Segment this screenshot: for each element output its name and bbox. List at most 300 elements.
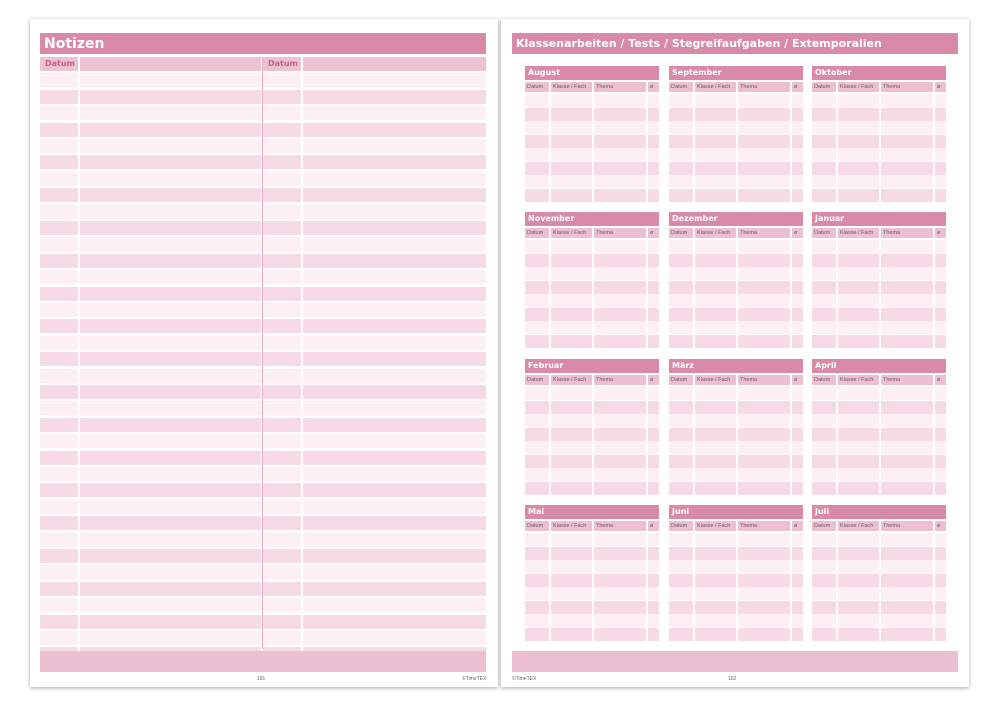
note-row[interactable] [263, 73, 486, 87]
entry-cell[interactable] [669, 401, 693, 414]
entry-cell[interactable] [935, 482, 946, 495]
entry-cell[interactable] [838, 321, 879, 334]
entry-cell[interactable] [881, 428, 933, 441]
entry-cell[interactable] [669, 614, 693, 627]
entry-cell[interactable] [648, 335, 659, 348]
entry-cell[interactable] [525, 547, 549, 560]
entry-cell[interactable] [551, 148, 592, 161]
month-entry-row[interactable] [669, 254, 803, 267]
entry-cell[interactable] [525, 468, 549, 481]
month-entry-row[interactable] [525, 587, 659, 600]
note-row[interactable] [40, 598, 261, 612]
month-entry-row[interactable] [525, 614, 659, 627]
note-row[interactable] [263, 90, 486, 104]
month-entry-row[interactable] [812, 533, 946, 546]
note-row[interactable] [40, 533, 261, 547]
note-row[interactable] [263, 516, 486, 530]
month-entry-row[interactable] [812, 189, 946, 202]
entry-cell[interactable] [792, 335, 803, 348]
note-row[interactable] [263, 434, 486, 448]
entry-cell[interactable] [695, 587, 736, 600]
entry-cell[interactable] [881, 189, 933, 202]
entry-cell[interactable] [551, 455, 592, 468]
entry-cell[interactable] [648, 254, 659, 267]
entry-cell[interactable] [551, 628, 592, 641]
entry-cell[interactable] [695, 428, 736, 441]
note-row[interactable] [263, 254, 486, 268]
entry-cell[interactable] [738, 94, 790, 107]
entry-cell[interactable] [669, 560, 693, 573]
month-entry-row[interactable] [525, 414, 659, 427]
entry-cell[interactable] [792, 628, 803, 641]
entry-cell[interactable] [935, 533, 946, 546]
entry-cell[interactable] [525, 308, 549, 321]
entry-cell[interactable] [838, 189, 879, 202]
entry-cell[interactable] [881, 401, 933, 414]
entry-cell[interactable] [935, 162, 946, 175]
entry-cell[interactable] [838, 401, 879, 414]
entry-cell[interactable] [838, 468, 879, 481]
month-entry-row[interactable] [525, 135, 659, 148]
month-entry-row[interactable] [812, 547, 946, 560]
entry-cell[interactable] [812, 135, 836, 148]
entry-cell[interactable] [551, 614, 592, 627]
note-row[interactable] [40, 155, 261, 169]
entry-cell[interactable] [551, 587, 592, 600]
entry-cell[interactable] [594, 267, 646, 280]
entry-cell[interactable] [881, 574, 933, 587]
month-entry-row[interactable] [525, 121, 659, 134]
entry-cell[interactable] [669, 387, 693, 400]
entry-cell[interactable] [648, 547, 659, 560]
entry-cell[interactable] [669, 482, 693, 495]
month-entry-row[interactable] [669, 267, 803, 280]
entry-cell[interactable] [792, 267, 803, 280]
entry-cell[interactable] [695, 401, 736, 414]
entry-cell[interactable] [812, 482, 836, 495]
entry-cell[interactable] [594, 294, 646, 307]
entry-cell[interactable] [935, 428, 946, 441]
month-entry-row[interactable] [525, 574, 659, 587]
entry-cell[interactable] [838, 254, 879, 267]
entry-cell[interactable] [525, 148, 549, 161]
entry-cell[interactable] [648, 135, 659, 148]
entry-cell[interactable] [881, 240, 933, 253]
month-entry-row[interactable] [812, 121, 946, 134]
entry-cell[interactable] [648, 267, 659, 280]
entry-cell[interactable] [838, 281, 879, 294]
entry-cell[interactable] [551, 294, 592, 307]
note-row[interactable] [40, 90, 261, 104]
entry-cell[interactable] [648, 189, 659, 202]
entry-cell[interactable] [812, 148, 836, 161]
entry-cell[interactable] [738, 628, 790, 641]
note-row[interactable] [40, 467, 261, 481]
entry-cell[interactable] [695, 108, 736, 121]
entry-cell[interactable] [838, 121, 879, 134]
entry-cell[interactable] [648, 601, 659, 614]
entry-cell[interactable] [838, 162, 879, 175]
note-row[interactable] [263, 631, 486, 645]
entry-cell[interactable] [792, 108, 803, 121]
entry-cell[interactable] [648, 628, 659, 641]
entry-cell[interactable] [935, 335, 946, 348]
month-entry-row[interactable] [812, 108, 946, 121]
note-row[interactable] [40, 352, 261, 366]
entry-cell[interactable] [695, 175, 736, 188]
month-entry-row[interactable] [525, 175, 659, 188]
entry-cell[interactable] [792, 533, 803, 546]
entry-cell[interactable] [792, 189, 803, 202]
entry-cell[interactable] [551, 428, 592, 441]
entry-cell[interactable] [648, 614, 659, 627]
entry-cell[interactable] [935, 308, 946, 321]
entry-cell[interactable] [812, 560, 836, 573]
entry-cell[interactable] [594, 321, 646, 334]
entry-cell[interactable] [551, 94, 592, 107]
entry-cell[interactable] [881, 387, 933, 400]
entry-cell[interactable] [551, 162, 592, 175]
entry-cell[interactable] [594, 547, 646, 560]
entry-cell[interactable] [669, 414, 693, 427]
entry-cell[interactable] [812, 628, 836, 641]
entry-cell[interactable] [812, 455, 836, 468]
entry-cell[interactable] [935, 294, 946, 307]
entry-cell[interactable] [669, 574, 693, 587]
month-entry-row[interactable] [669, 414, 803, 427]
entry-cell[interactable] [525, 254, 549, 267]
entry-cell[interactable] [812, 414, 836, 427]
month-entry-row[interactable] [525, 321, 659, 334]
month-entry-row[interactable] [525, 387, 659, 400]
entry-cell[interactable] [594, 601, 646, 614]
entry-cell[interactable] [881, 614, 933, 627]
entry-cell[interactable] [594, 441, 646, 454]
entry-cell[interactable] [525, 267, 549, 280]
month-entry-row[interactable] [525, 468, 659, 481]
entry-cell[interactable] [648, 587, 659, 600]
entry-cell[interactable] [695, 441, 736, 454]
entry-cell[interactable] [594, 281, 646, 294]
month-entry-row[interactable] [525, 281, 659, 294]
entry-cell[interactable] [838, 175, 879, 188]
entry-cell[interactable] [812, 601, 836, 614]
note-row[interactable] [263, 565, 486, 579]
entry-cell[interactable] [648, 308, 659, 321]
entry-cell[interactable] [525, 321, 549, 334]
entry-cell[interactable] [881, 587, 933, 600]
entry-cell[interactable] [551, 387, 592, 400]
entry-cell[interactable] [525, 240, 549, 253]
entry-cell[interactable] [695, 267, 736, 280]
note-row[interactable] [40, 237, 261, 251]
month-entry-row[interactable] [669, 281, 803, 294]
month-entry-row[interactable] [669, 468, 803, 481]
entry-cell[interactable] [738, 308, 790, 321]
entry-cell[interactable] [738, 455, 790, 468]
entry-cell[interactable] [935, 468, 946, 481]
month-entry-row[interactable] [525, 560, 659, 573]
note-row[interactable] [40, 369, 261, 383]
entry-cell[interactable] [551, 240, 592, 253]
entry-cell[interactable] [669, 162, 693, 175]
note-row[interactable] [263, 500, 486, 514]
entry-cell[interactable] [695, 547, 736, 560]
entry-cell[interactable] [881, 108, 933, 121]
entry-cell[interactable] [935, 441, 946, 454]
entry-cell[interactable] [838, 335, 879, 348]
entry-cell[interactable] [648, 281, 659, 294]
month-entry-row[interactable] [812, 601, 946, 614]
entry-cell[interactable] [669, 628, 693, 641]
month-entry-row[interactable] [525, 267, 659, 280]
note-row[interactable] [263, 287, 486, 301]
entry-cell[interactable] [695, 240, 736, 253]
entry-cell[interactable] [551, 254, 592, 267]
entry-cell[interactable] [881, 601, 933, 614]
note-row[interactable] [40, 303, 261, 317]
entry-cell[interactable] [551, 441, 592, 454]
month-entry-row[interactable] [812, 321, 946, 334]
entry-cell[interactable] [594, 308, 646, 321]
month-entry-row[interactable] [525, 240, 659, 253]
entry-cell[interactable] [935, 614, 946, 627]
entry-cell[interactable] [669, 148, 693, 161]
note-row[interactable] [40, 516, 261, 530]
entry-cell[interactable] [812, 547, 836, 560]
month-entry-row[interactable] [812, 335, 946, 348]
note-row[interactable] [40, 565, 261, 579]
entry-cell[interactable] [648, 482, 659, 495]
note-row[interactable] [40, 221, 261, 235]
entry-cell[interactable] [669, 547, 693, 560]
entry-cell[interactable] [594, 574, 646, 587]
note-row[interactable] [40, 123, 261, 137]
entry-cell[interactable] [594, 108, 646, 121]
month-entry-row[interactable] [812, 162, 946, 175]
entry-cell[interactable] [648, 321, 659, 334]
note-row[interactable] [40, 336, 261, 350]
entry-cell[interactable] [695, 94, 736, 107]
entry-cell[interactable] [594, 455, 646, 468]
entry-cell[interactable] [738, 482, 790, 495]
entry-cell[interactable] [648, 455, 659, 468]
month-entry-row[interactable] [525, 428, 659, 441]
entry-cell[interactable] [594, 468, 646, 481]
entry-cell[interactable] [738, 175, 790, 188]
month-entry-row[interactable] [812, 441, 946, 454]
entry-cell[interactable] [881, 267, 933, 280]
note-row[interactable] [40, 434, 261, 448]
entry-cell[interactable] [738, 560, 790, 573]
entry-cell[interactable] [594, 414, 646, 427]
entry-cell[interactable] [669, 587, 693, 600]
entry-cell[interactable] [738, 468, 790, 481]
entry-cell[interactable] [881, 455, 933, 468]
month-entry-row[interactable] [525, 401, 659, 414]
month-entry-row[interactable] [525, 162, 659, 175]
entry-cell[interactable] [648, 441, 659, 454]
entry-cell[interactable] [525, 175, 549, 188]
note-row[interactable] [40, 319, 261, 333]
entry-cell[interactable] [792, 240, 803, 253]
month-entry-row[interactable] [812, 308, 946, 321]
entry-cell[interactable] [594, 628, 646, 641]
entry-cell[interactable] [695, 414, 736, 427]
month-entry-row[interactable] [669, 162, 803, 175]
entry-cell[interactable] [812, 94, 836, 107]
entry-cell[interactable] [812, 189, 836, 202]
entry-cell[interactable] [812, 533, 836, 546]
month-entry-row[interactable] [669, 547, 803, 560]
entry-cell[interactable] [525, 121, 549, 134]
entry-cell[interactable] [525, 587, 549, 600]
entry-cell[interactable] [551, 468, 592, 481]
entry-cell[interactable] [669, 533, 693, 546]
note-row[interactable] [263, 467, 486, 481]
entry-cell[interactable] [525, 601, 549, 614]
entry-cell[interactable] [812, 281, 836, 294]
entry-cell[interactable] [551, 121, 592, 134]
entry-cell[interactable] [594, 94, 646, 107]
entry-cell[interactable] [594, 614, 646, 627]
month-entry-row[interactable] [525, 533, 659, 546]
entry-cell[interactable] [881, 94, 933, 107]
entry-cell[interactable] [738, 148, 790, 161]
entry-cell[interactable] [812, 468, 836, 481]
month-entry-row[interactable] [669, 428, 803, 441]
entry-cell[interactable] [525, 294, 549, 307]
entry-cell[interactable] [551, 267, 592, 280]
entry-cell[interactable] [695, 189, 736, 202]
note-row[interactable] [40, 631, 261, 645]
month-entry-row[interactable] [812, 294, 946, 307]
note-row[interactable] [40, 483, 261, 497]
entry-cell[interactable] [738, 240, 790, 253]
entry-cell[interactable] [935, 401, 946, 414]
entry-cell[interactable] [594, 428, 646, 441]
entry-cell[interactable] [738, 108, 790, 121]
entry-cell[interactable] [812, 614, 836, 627]
entry-cell[interactable] [695, 121, 736, 134]
entry-cell[interactable] [812, 321, 836, 334]
entry-cell[interactable] [648, 108, 659, 121]
entry-cell[interactable] [881, 254, 933, 267]
entry-cell[interactable] [669, 468, 693, 481]
entry-cell[interactable] [525, 441, 549, 454]
entry-cell[interactable] [812, 587, 836, 600]
entry-cell[interactable] [594, 335, 646, 348]
entry-cell[interactable] [551, 189, 592, 202]
month-entry-row[interactable] [669, 321, 803, 334]
note-row[interactable] [40, 106, 261, 120]
note-row[interactable] [263, 385, 486, 399]
entry-cell[interactable] [525, 189, 549, 202]
month-entry-row[interactable] [812, 482, 946, 495]
entry-cell[interactable] [695, 614, 736, 627]
entry-cell[interactable] [838, 135, 879, 148]
month-entry-row[interactable] [812, 587, 946, 600]
note-row[interactable] [40, 385, 261, 399]
month-entry-row[interactable] [669, 628, 803, 641]
entry-cell[interactable] [792, 135, 803, 148]
entry-cell[interactable] [695, 294, 736, 307]
note-row[interactable] [263, 188, 486, 202]
month-entry-row[interactable] [812, 175, 946, 188]
entry-cell[interactable] [738, 281, 790, 294]
entry-cell[interactable] [792, 254, 803, 267]
entry-cell[interactable] [792, 121, 803, 134]
month-entry-row[interactable] [669, 294, 803, 307]
note-row[interactable] [263, 106, 486, 120]
entry-cell[interactable] [695, 455, 736, 468]
note-row[interactable] [263, 598, 486, 612]
entry-cell[interactable] [812, 162, 836, 175]
entry-cell[interactable] [881, 335, 933, 348]
note-row[interactable] [263, 615, 486, 629]
entry-cell[interactable] [669, 175, 693, 188]
entry-cell[interactable] [738, 601, 790, 614]
month-entry-row[interactable] [669, 94, 803, 107]
note-row[interactable] [40, 418, 261, 432]
entry-cell[interactable] [525, 574, 549, 587]
entry-cell[interactable] [525, 614, 549, 627]
entry-cell[interactable] [695, 281, 736, 294]
entry-cell[interactable] [935, 267, 946, 280]
entry-cell[interactable] [838, 628, 879, 641]
entry-cell[interactable] [935, 547, 946, 560]
entry-cell[interactable] [935, 189, 946, 202]
month-entry-row[interactable] [812, 281, 946, 294]
month-entry-row[interactable] [812, 614, 946, 627]
entry-cell[interactable] [648, 560, 659, 573]
entry-cell[interactable] [738, 533, 790, 546]
entry-cell[interactable] [594, 121, 646, 134]
entry-cell[interactable] [525, 387, 549, 400]
entry-cell[interactable] [525, 135, 549, 148]
note-row[interactable] [40, 549, 261, 563]
entry-cell[interactable] [881, 281, 933, 294]
note-row[interactable] [263, 352, 486, 366]
note-row[interactable] [263, 582, 486, 596]
month-entry-row[interactable] [812, 148, 946, 161]
entry-cell[interactable] [669, 267, 693, 280]
entry-cell[interactable] [594, 587, 646, 600]
entry-cell[interactable] [695, 468, 736, 481]
entry-cell[interactable] [695, 628, 736, 641]
month-entry-row[interactable] [812, 560, 946, 573]
entry-cell[interactable] [812, 335, 836, 348]
entry-cell[interactable] [551, 175, 592, 188]
note-row[interactable] [263, 533, 486, 547]
entry-cell[interactable] [669, 281, 693, 294]
entry-cell[interactable] [812, 308, 836, 321]
month-entry-row[interactable] [669, 533, 803, 546]
note-row[interactable] [263, 401, 486, 415]
entry-cell[interactable] [551, 281, 592, 294]
entry-cell[interactable] [738, 547, 790, 560]
entry-cell[interactable] [792, 414, 803, 427]
entry-cell[interactable] [551, 401, 592, 414]
note-row[interactable] [263, 172, 486, 186]
entry-cell[interactable] [551, 574, 592, 587]
entry-cell[interactable] [695, 387, 736, 400]
note-row[interactable] [40, 401, 261, 415]
entry-cell[interactable] [935, 148, 946, 161]
note-row[interactable] [40, 582, 261, 596]
entry-cell[interactable] [881, 414, 933, 427]
entry-cell[interactable] [525, 428, 549, 441]
